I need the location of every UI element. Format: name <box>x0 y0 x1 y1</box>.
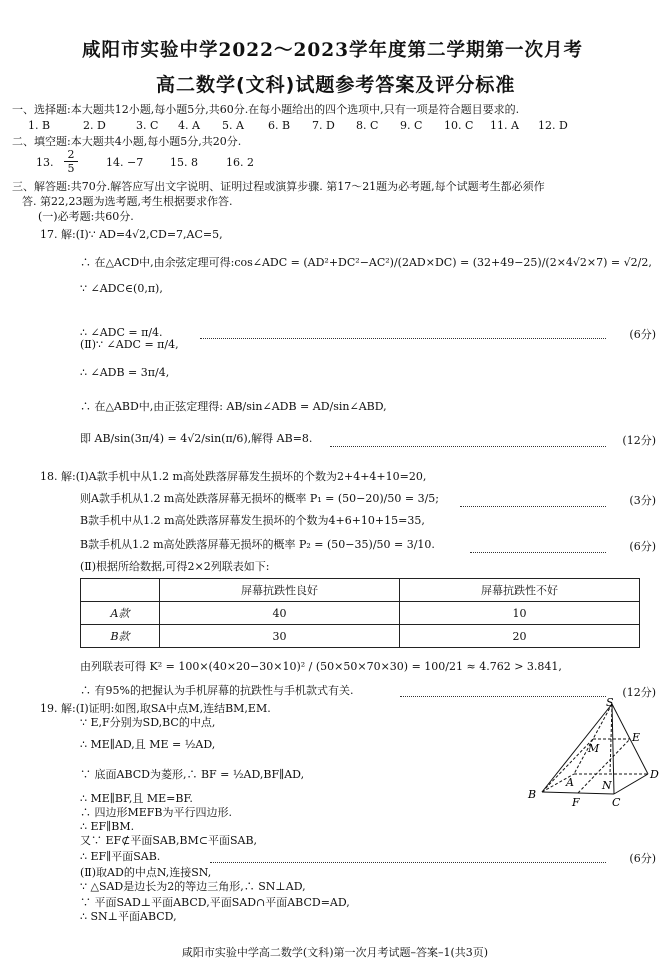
label-N: N <box>602 779 612 792</box>
q17-line1: 17. 解:(Ⅰ)∵ AD=4√2,CD=7,AC=5, <box>40 228 223 241</box>
table-header-cell: 屏幕抗跌性良好 <box>160 579 400 602</box>
q19-line12: ∵ 平面SAD⊥平面ABCD,平面SAD∩平面ABCD=AD, <box>80 896 350 909</box>
fraction-denominator: 5 <box>64 161 78 175</box>
answer-13-label: 13. <box>36 156 54 169</box>
q19-line9: ∴ EF∥平面SAB. <box>80 850 161 863</box>
q17-line8: 即 AB/sin(3π/4) = 4√2/sin(π/6),解得 AB=8. <box>80 432 313 445</box>
table-row <box>81 625 640 648</box>
q17-score1: (6分) <box>629 328 656 341</box>
q18-line3: B款手机中从1.2 m高处跌落屏幕发生损坏的个数为4+6+10+15=35, <box>80 514 425 527</box>
q18-line2: 则A款手机从1.2 m高处跌落屏幕无损坏的概率 P₁ = (50−20)/50 = 3/5; <box>80 492 439 505</box>
dotted-leader <box>470 552 606 553</box>
q19-line4: ∵ 底面ABCD为菱形,∴ BF = ½AD,BF∥AD, <box>80 768 305 781</box>
q19-line10: (Ⅱ)取AD的中点N,连接SN, <box>80 866 212 879</box>
q18-line1: 18. 解:(Ⅰ)A款手机中从1.2 m高处跌落屏幕发生损坏的个数为2+4+4+10=20, <box>40 470 427 483</box>
answer-1: 1. B <box>28 119 51 132</box>
answer-2: 2. D <box>83 119 106 132</box>
q19-line7: ∴ EF∥BM. <box>80 820 135 833</box>
section3-required: (一)必考题:共60分. <box>38 210 134 223</box>
table-cell: 10 <box>400 602 640 625</box>
q17-line2: ∴ 在△ACD中,由余弦定理可得:cos∠ADC = (AD²+DC²−AC²)/(2AD×DC) = (32+49−25)/(2×4√2×7) = √2/2, <box>80 256 652 269</box>
section3-heading: 三、解答题:共70分.解答应写出文字说明、证明过程或演算步骤. 第17～21题为必考题,每个试题考生都必须作 <box>12 180 545 193</box>
answer-9: 9. C <box>400 119 423 132</box>
q19-line6: ∴ 四边形MEFB为平行四边形. <box>80 806 233 819</box>
q18-line5: (Ⅱ)根据所给数据,可得2×2列联表如下: <box>80 560 270 573</box>
section3-heading-cont: 答. 第22,23题为选考题,考生根据要求作答. <box>22 195 233 208</box>
answer-3: 3. C <box>136 119 159 132</box>
answer-7: 7. D <box>312 119 335 132</box>
dotted-leader <box>210 862 606 863</box>
table-cell: A款 <box>81 602 160 625</box>
label-A: A <box>566 776 574 789</box>
answer-12: 12. D <box>538 119 568 132</box>
label-B: B <box>528 788 537 801</box>
dotted-leader <box>460 506 606 507</box>
pyramid-figure <box>520 698 662 810</box>
q17-line3: ∵ ∠ADC∈(0,π), <box>80 282 163 295</box>
page-title: 咸阳市实验中学2022～2023学年度第二学期第一次月考 <box>82 40 583 61</box>
dotted-leader <box>400 696 606 697</box>
label-M: M <box>588 742 600 755</box>
dotted-leader <box>330 446 606 447</box>
fraction-numerator: 2 <box>67 148 75 161</box>
q19-score1: (6分) <box>629 852 656 865</box>
answer-8: 8. C <box>356 119 379 132</box>
section1-heading: 一、选择题:本大题共12小题,每小题5分,共60分.在每小题给出的四个选项中,只有一项是符合题目要求的. <box>12 103 520 116</box>
q19-line2: ∵ E,F分别为SD,BC的中点, <box>80 716 216 729</box>
q17-line5: (Ⅱ)∵ ∠ADC = π/4, <box>80 338 179 351</box>
q18-line7: ∴ 有95%的把握认为手机屏幕的抗跌性与手机款式有关. <box>80 684 354 697</box>
answer-5: 5. A <box>222 119 244 132</box>
q18-line6: 由列联表可得 K² = 100×(40×20−30×10)² / (50×50×70×30) = 100/21 ≈ 4.762 > 3.841, <box>80 660 562 673</box>
q17-line7: ∴ 在△ABD中,由正弦定理得: AB/sin∠ADB = AD/sin∠ABD, <box>80 400 387 413</box>
table-header-row <box>81 579 640 602</box>
label-C: C <box>612 796 621 809</box>
answer-6: 6. B <box>268 119 291 132</box>
q18-score3: (12分) <box>622 686 656 699</box>
q19-line8: 又∵ EF⊄平面SAB,BM⊂平面SAB, <box>80 834 258 847</box>
dotted-leader <box>200 338 606 339</box>
table-header-cell: 屏幕抗跌性不好 <box>400 579 640 602</box>
answer-10: 10. C <box>444 119 474 132</box>
q19-line13: ∴ SN⊥平面ABCD, <box>80 910 177 923</box>
q18-line4: B款手机从1.2 m高处跌落屏幕无损坏的概率 P₂ = (50−35)/50 = 3/10. <box>80 538 435 551</box>
table-cell: B款 <box>81 625 160 648</box>
q19-line3: ∴ ME∥AD,且 ME = ½AD, <box>80 738 216 751</box>
q18-score2: (6分) <box>629 540 656 553</box>
page-subtitle: 高二数学(文科)试题参考答案及评分标准 <box>156 74 516 96</box>
q19-line5: ∴ ME∥BF,且 ME=BF. <box>80 792 193 805</box>
label-E: E <box>632 731 641 744</box>
answer-15: 15. 8 <box>170 156 198 169</box>
answer-4: 4. A <box>178 119 200 132</box>
q17-score2: (12分) <box>622 434 656 447</box>
label-D: D <box>650 768 659 781</box>
table-header-cell <box>81 579 160 602</box>
contingency-table <box>80 578 640 648</box>
q18-score1: (3分) <box>629 494 656 507</box>
q17-line4: ∴ ∠ADC = π/4. <box>80 326 163 339</box>
table-cell: 30 <box>160 625 400 648</box>
table-cell: 40 <box>160 602 400 625</box>
page-footer: 咸阳市实验中学高二数学(文科)第一次月考试题–答案–1(共3页) <box>181 946 489 959</box>
table-cell: 20 <box>400 625 640 648</box>
q19-line11: ∵ △SAD是边长为2的等边三角形,∴ SN⊥AD, <box>80 880 306 893</box>
answer-11: 11. A <box>490 119 519 132</box>
answer-14: 14. −7 <box>106 156 144 169</box>
q17-line6: ∴ ∠ADB = 3π/4, <box>80 366 170 379</box>
q19-line1: 19. 解:(Ⅰ)证明:如图,取SA中点M,连结BM,EM. <box>40 702 271 715</box>
table-row <box>81 602 640 625</box>
edge-CD <box>614 774 648 794</box>
edge-SC <box>612 704 614 794</box>
answer-16: 16. 2 <box>226 156 254 169</box>
answer-13-fraction <box>64 148 78 175</box>
section2-heading: 二、填空题:本大题共4小题,每小题5分,共20分. <box>12 135 242 148</box>
label-S: S <box>606 698 614 709</box>
label-F: F <box>572 796 580 809</box>
